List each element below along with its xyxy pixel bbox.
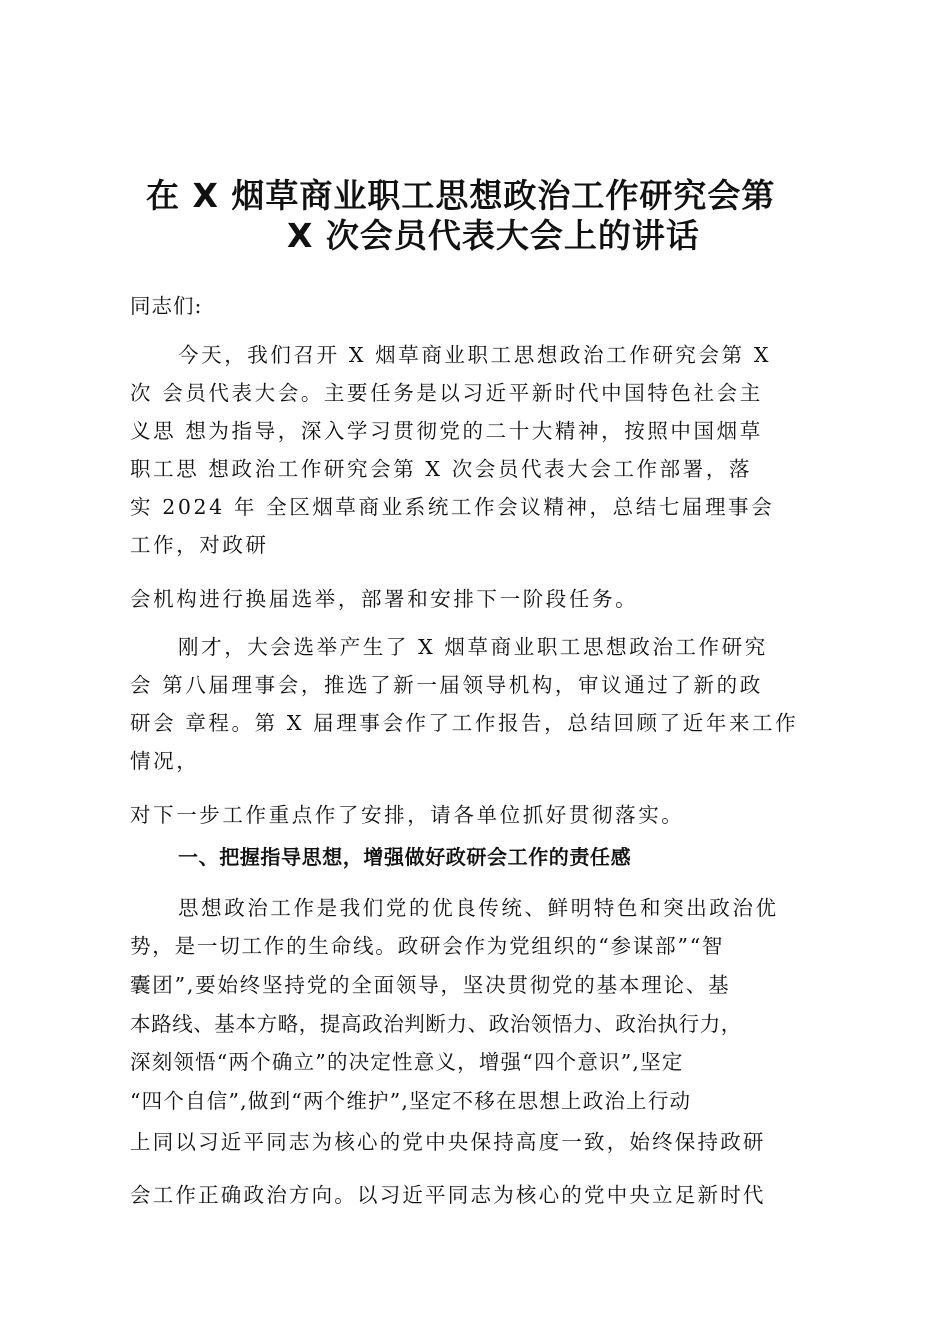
document-title-line-2: X 次会员代表大会上的讲话 — [287, 216, 700, 255]
paragraph-line: 刚才，大会选举产生了 X 烟草商业职工思想政治工作研究 — [178, 635, 768, 659]
paragraph-line: 会 第八届理事会，推选了新一届领导机构，审议通过了新的政 — [130, 673, 763, 697]
section-heading: 一、把握指导思想，增强做好政研会工作的责任感 — [178, 845, 632, 869]
paragraph-line: 本路线、基本方略，提高政治判断力、政治领悟力、政治执行力， — [130, 1012, 742, 1036]
paragraph-line: 会工作正确政治方向。以习近平同志为核心的党中央立足新时代 — [130, 1183, 766, 1207]
paragraph-line: 情况， — [130, 749, 200, 773]
paragraph-line: 职工思 想政治工作研究会第 X 次会员代表大会工作部署，落 — [130, 457, 753, 481]
paragraph-line: 工作，对政研 — [130, 533, 269, 557]
paragraph-line: 研会 章程。第 X 届理事会作了工作报告，总结回顾了近年来工作 — [130, 711, 799, 735]
paragraph-line: 深刻领悟“两个确立”的决定性意义，增强“四个意识”,坚定 — [130, 1050, 684, 1074]
paragraph-line: 对下一步工作重点作了安排，请各单位抓好贯彻落实。 — [130, 803, 685, 827]
salutation: 同志们: — [130, 294, 203, 318]
paragraph-line: “四个自信”,做到“两个维护”,坚定不移在思想上政治上行动 — [130, 1089, 692, 1113]
paragraph-line: 次 会员代表大会。主要任务是以习近平新时代中国特色社会主 — [130, 381, 763, 405]
paragraph-line: 势，是一切工作的生命线。政研会作为党组织的“参谋部”“智 — [130, 934, 725, 958]
paragraph-line: 思想政治工作是我们党的优良传统、鲜明特色和突出政治优 — [178, 896, 779, 920]
document-title-line-1: 在 X 烟草商业职工思想政治工作研究会第 — [146, 176, 776, 215]
paragraph-line: 义思 想为指导，深入学习贯彻党的二十大精神，按照中国烟草 — [130, 419, 763, 443]
paragraph-line: 今天，我们召开 X 烟草商业职工思想政治工作研究会第 X — [178, 343, 772, 367]
paragraph-line: 会机构进行换届选举，部署和安排下一阶段任务。 — [130, 587, 639, 611]
paragraph-line: 上同以习近平同志为核心的党中央保持高度一致，始终保持政研 — [130, 1130, 766, 1154]
paragraph-line: 囊团”,要始终坚持党的全面领导，坚决贯彻党的基本理论、基 — [130, 973, 731, 997]
paragraph-line: 实 2024 年 全区烟草商业系统工作会议精神，总结七届理事会 — [130, 495, 775, 519]
